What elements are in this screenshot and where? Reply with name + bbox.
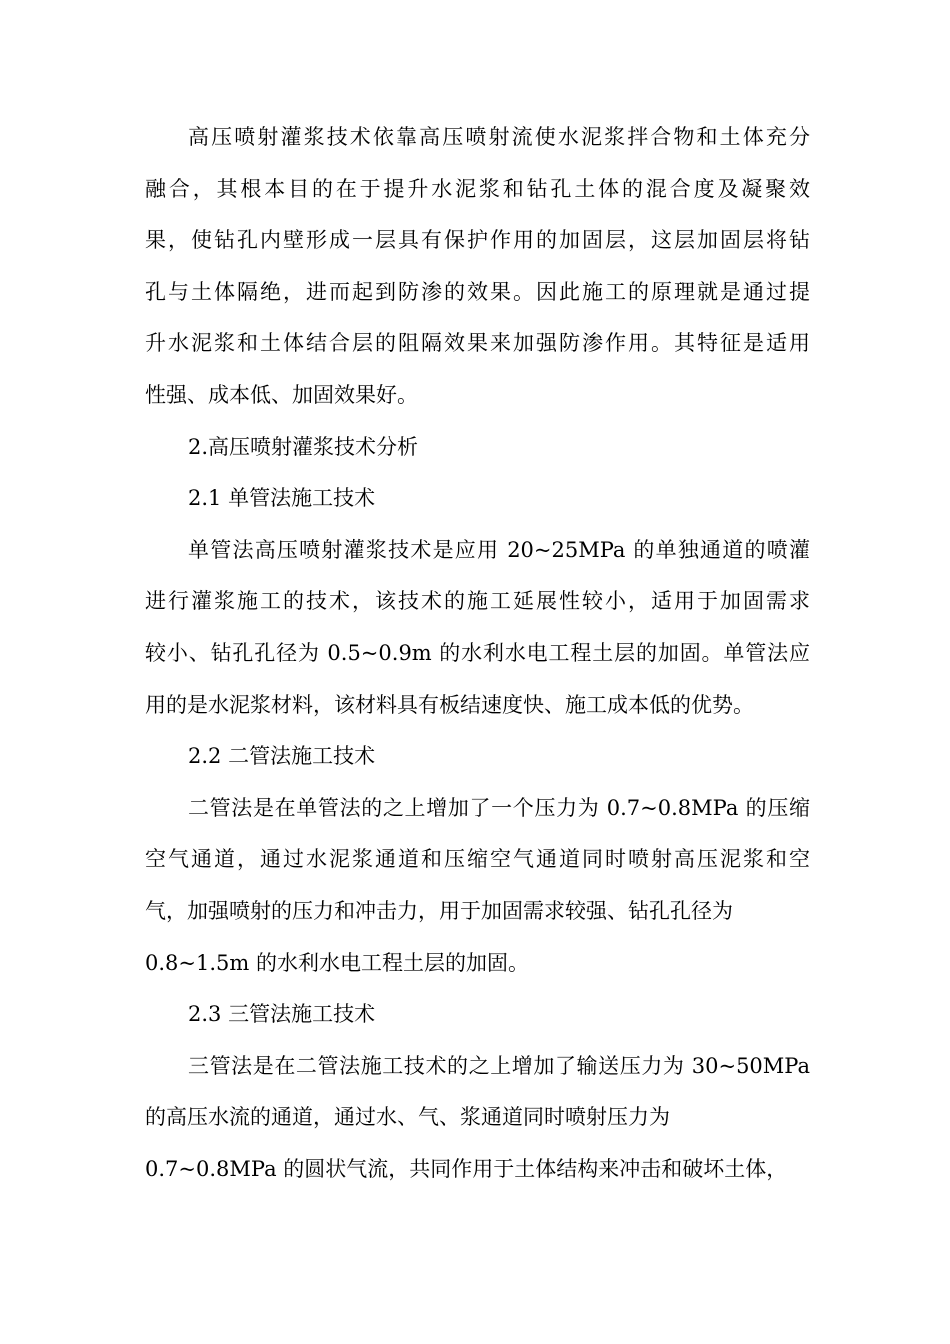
paragraph-line: 0.7~0.8MPa 的圆状气流，共同作用于土体结构来冲击和破坏土体，	[145, 1156, 788, 1181]
subsection-heading: 2.1 单管法施工技术	[188, 486, 376, 511]
paragraph-line: 空气通道，通过水泥浆通道和压缩空气通道同时喷射高压泥浆和空	[145, 847, 810, 872]
paragraph-line: 三管法是在二管法施工技术的之上增加了输送压力为 30~50MPa	[188, 1053, 810, 1078]
paragraph-line: 融合，其根本目的在于提升水泥浆和钻孔土体的混合度及凝聚效	[145, 176, 810, 201]
paragraph-line: 孔与土体隔绝，进而起到防渗的效果。因此施工的原理就是通过提	[145, 279, 810, 304]
paragraph-line: 的高压水流的通道，通过水、气、浆通道同时喷射压力为	[145, 1105, 670, 1130]
body-text	[145, 112, 810, 1195]
paragraph-line: 二管法是在单管法的之上增加了一个压力为 0.7~0.8MPa 的压缩	[188, 795, 810, 820]
paragraph-line: 高压喷射灌浆技术依靠高压喷射流使水泥浆拌合物和土体充分	[188, 125, 810, 149]
section-heading: 2.高压喷射灌浆技术分析	[188, 434, 419, 459]
paragraph-line: 气，加强喷射的压力和冲击力，用于加固需求较强、钻孔孔径为	[145, 898, 733, 923]
paragraph-line: 0.8~1.5m 的水利水电工程土层的加固。	[145, 950, 529, 975]
subsection-heading: 2.2 二管法施工技术	[188, 744, 376, 769]
paragraph-line: 用的是水泥浆材料，该材料具有板结速度快、施工成本低的优势。	[145, 692, 754, 717]
paragraph-line: 进行灌浆施工的技术，该技术的施工延展性较小，适用于加固需求	[145, 589, 810, 614]
paragraph-line: 单管法高压喷射灌浆技术是应用 20~25MPa 的单独通道的喷灌	[188, 537, 810, 562]
paragraph-line: 性强、成本低、加固效果好。	[145, 382, 418, 407]
paragraph-line: 升水泥浆和土体结合层的阻隔效果来加强防渗作用。其特征是适用	[145, 331, 810, 356]
paragraph-line: 较小、钻孔孔径为 0.5~0.9m 的水利水电工程土层的加固。单管法应	[145, 640, 810, 665]
paragraph-line: 果，使钻孔内壁形成一层具有保护作用的加固层，这层加固层将钻	[145, 228, 810, 253]
subsection-heading: 2.3 三管法施工技术	[188, 1002, 376, 1027]
